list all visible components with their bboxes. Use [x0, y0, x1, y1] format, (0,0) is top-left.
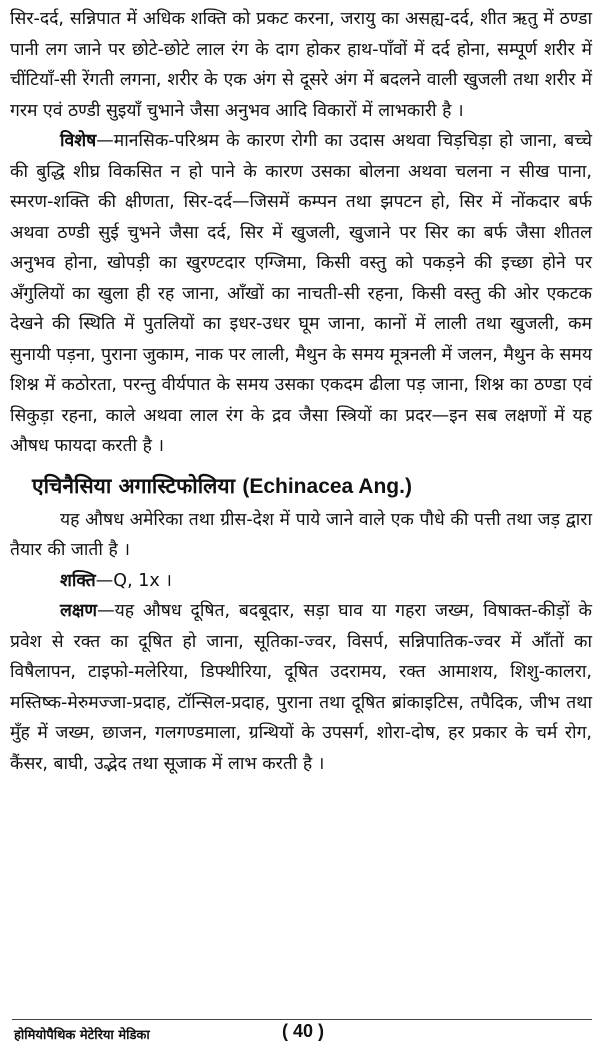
lakshan-text: —यह औषध दूषित, बदबूदार, सड़ा घाव या गहरा जख्म, विषाक्त-कीड़ों के प्रवेश से रक्त का दूषित हो जाना, सूतिका-ज्वर, विसर्प, सन्निपातिक-ज्वर में आँतों का विषैलापन, टाइफो-मलेरिया, डिफ्थीरिया, दूषित उदरामय, रक्त आमाशय, शिशु-कालरा, मस्तिष्क-मेरुमज्जा-प्रदाह, टॉन्सिल-प्रदाह, पुराना तथा दूषित ब्रांकाइटिस, तपैदिक, जीभ तथा मुँह में जख्म, छाजन, गलगण्डमाला, ग्रन्थियों के उपसर्ग, शोरा-दोष, हर प्रकार के चर्म रोग, कैंसर, बाघी, उद्भेद तथा सूजाक में लाभ करती है ।	[10, 601, 592, 774]
vishesh-text: —मानसिक-परिश्रम के कारण रोगी का उदास अथवा चिड़चिड़ा हो जाना, बच्चे की बुद्धि शीघ्र विकसित न हो पाने के कारण उसका बोलना अथवा चलना न सीख पाना, स्मरण-शक्ति की क्षीणता, सिर-दर्द—जिसमें कम्पन तथा झपटन हो, सिर में नोंकदार बर्फ अथवा ठण्डी सुई चुभने जैसा दर्द, सिर में खुजली, खुजाने पर सिर का बर्फ जैसा शीतल अनुभव होना, खोपड़ी का खुरण्टदार एग्जिमा, किसी वस्तु को पकड़ने की इच्छा होने पर अँगुलियों का खुला ही रह जाना, आँखों का नाचती-सी रहना, किसी वस्तु की ओर एकटक देखने की स्थिति में पुतलियों का इधर-उधर घूम जाना, कानों में लाली तथा खुजली, कम सुनायी पड़ना, पुराना जुकाम, नाक पर लाली, मैथुन के समय मूत्रनली में जलन, मैथुन के समय शिश्न में कठोरता, परन्तु वीर्यपात के समय उसका एकदम ढीला पड़ जाना, शिश्न का ठण्डा एवं सिकुड़ा रहना, काले अथवा लाल रंग के द्रव जैसा स्त्रियों का प्रदर—इन सब लक्षणों में यह औषध फायदा करती है ।	[10, 131, 592, 456]
lakshan-label: लक्षण	[60, 601, 98, 621]
shakti-label: शक्ति	[60, 570, 96, 591]
paragraph-lakshan	[10, 596, 592, 779]
shakti-text: —Q, 1x ।	[95, 570, 172, 591]
paragraph-intro: यह औषध अमेरिका तथा ग्रीस-देश में पाये जाने वाले एक पौधे की पत्ती तथा जड़ द्वारा तैयार की जाती है ।	[10, 509, 592, 560]
medicine-name-latin: (Echinacea Ang.)	[242, 474, 412, 498]
paragraph-shakti	[10, 566, 592, 597]
page-number: ( 40 )	[282, 1021, 325, 1041]
paragraph-symptoms-continued: सिर-दर्द, सन्निपात में अधिक शक्ति को प्रकट करना, जरायु का असह्य-दर्द, शीत ऋतु में ठण्डा पानी लग जाने पर छोटे-छोटे लाल रंग के दाग होकर हाथ-पाँवों में दर्द होना, सम्पूर्ण शरीर में चींटियाँ-सी रेंगती लगना, शरीर के एक अंग से दूसरे अंग में बदलने वाली खुजली तथा शरीर में गरम एवं ठण्डी सुइयाँ चुभाने जैसा अनुभव आदि विकारों में लाभकारी है ।	[10, 9, 592, 121]
vishesh-label: विशेष	[60, 131, 97, 151]
page-footer	[12, 1019, 592, 1047]
paragraph-vishesh	[10, 126, 592, 462]
footer-book-title: होमियोपैथिक मेटेरिया मेडिका	[14, 1028, 150, 1043]
medicine-heading	[32, 470, 592, 503]
medicine-name-hindi: एचिनैसिया अगास्टिफोलिया	[32, 473, 236, 498]
footer-divider	[12, 1019, 592, 1020]
